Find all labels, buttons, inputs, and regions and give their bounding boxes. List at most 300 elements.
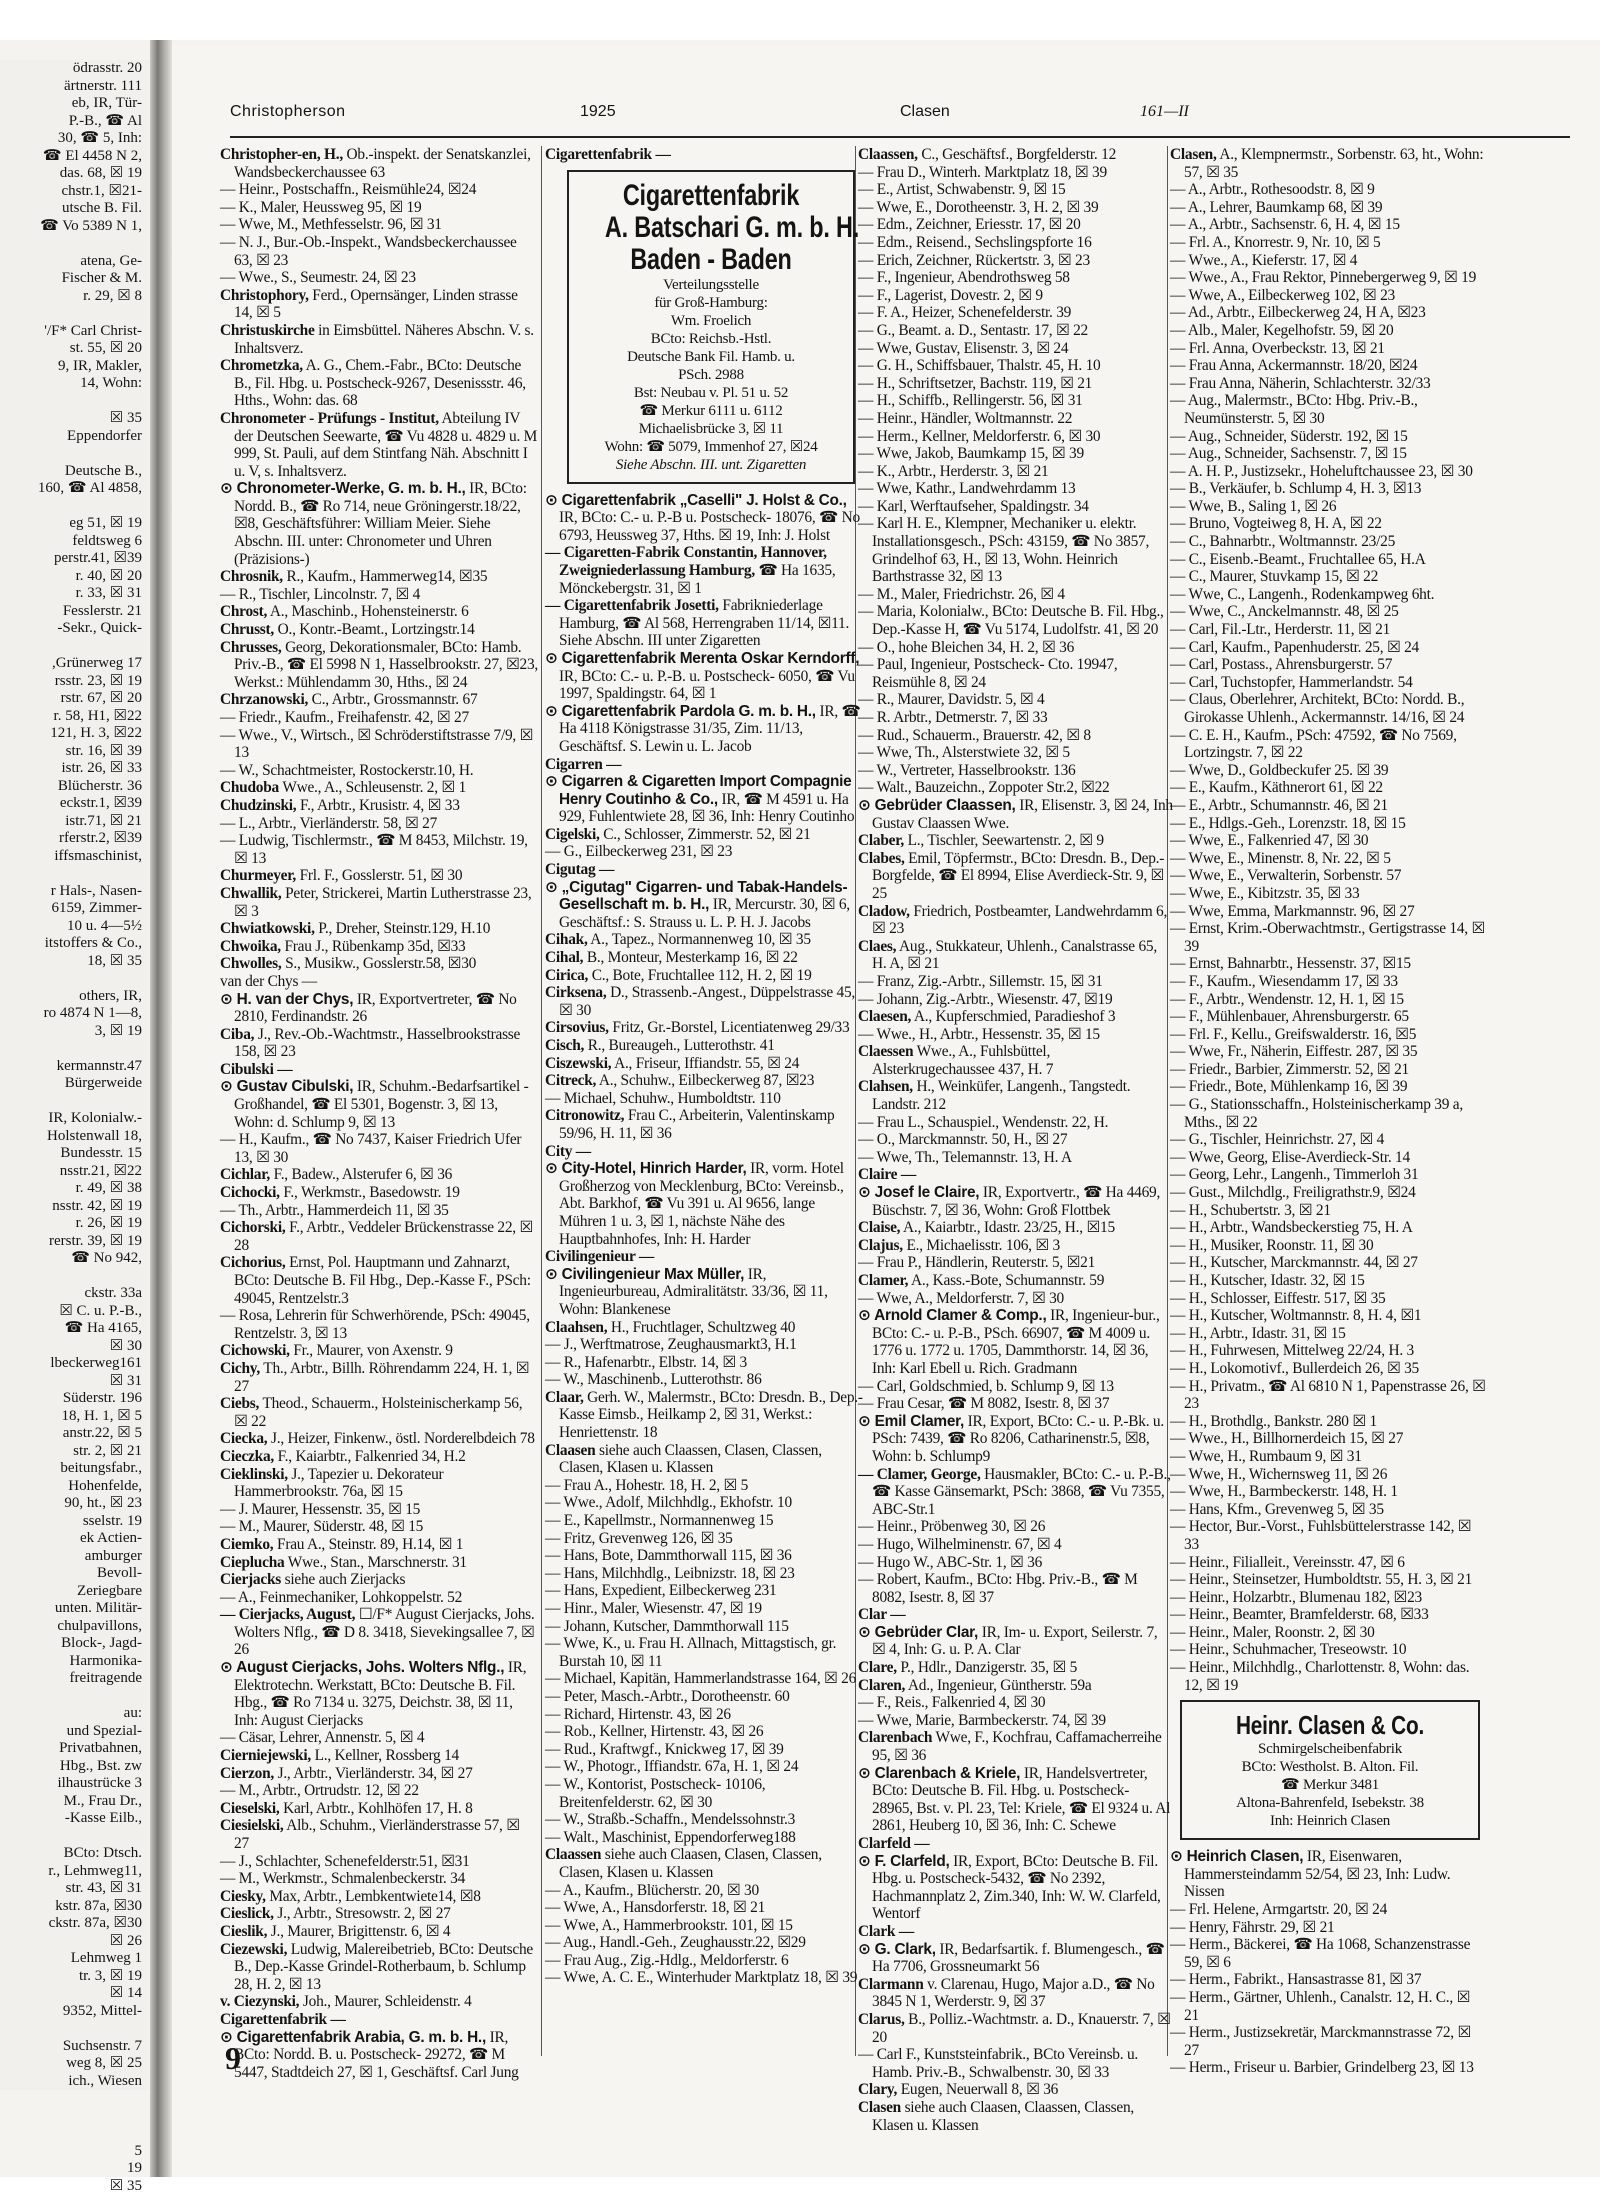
entry-name: Chrusst, [220,621,274,638]
directory-entry [220,938,538,956]
directory-entry [858,1624,1173,1659]
entry-details: — F., Kaufm., Wiesendamm 17, ☒ 33 [1170,973,1398,990]
directory-entry [858,2099,1173,2134]
fragment-line: r. 26, ☒ 19 [0,1215,150,1233]
entry-details: — Hugo W., ABC-Str. 1, ☒ 36 [858,1554,1042,1571]
directory-entry [1170,2024,1488,2059]
entry-details: Fritz, Gr.-Borstel, Licentiatenweg 29/33 [609,1019,850,1036]
entry-details: IR, Ingenieur-bur., BCto: C.- u. P.-B., PSch. 66907, ☎ M 4009 u. 1776 u. 1772 u. 1705, Dammthorstr. 14, ☒ 36, Inh: Karl Ebell u. Rich. Gradmann [872,1307,1160,1377]
directory-entry [858,1976,1173,2011]
ad-note: Siehe Abschn. III. unt. Zigaretten [575,456,847,474]
entry-details: — Claus, Oberlehrer, Architekt, BCto: Nordd. B., Girokasse Uhlenh., Ackermannstr. 14/16, ☒ 24 [1170,691,1464,726]
fragment-line [0,1040,150,1058]
directory-entry [858,2011,1173,2046]
entry-details: — R., Hafenarbtr., Elbstr. 14, ☒ 3 [545,1354,747,1371]
entry-details: — Friedr., Bote, Mühlenkamp 16, ☒ 39 [1170,1078,1407,1095]
directory-entry [220,779,538,797]
entry-details: — Frau Aug., Zig.-Hdlg., Meldorferstr. 6 [545,1952,789,1969]
entry-details: — Herm., Justizsekretär, Marckmannstrasse 72, ☒ 27 [1170,2024,1471,2059]
directory-entry [220,1905,538,1923]
directory-entry [858,1466,1173,1519]
column-2-entries [545,492,863,1987]
entry-name: ⊙ City-Hotel, Hinrich Harder, [545,1160,747,1177]
fragment-line: r. 40, ☒ 20 [0,568,150,586]
entry-name: Clark — [858,1923,914,1940]
directory-entry [1170,850,1488,868]
entry-details: — Herm., Friseur u. Barbier, Grindelberg 23, ☒ 13 [1170,2059,1474,2076]
entry-details: — Maria, Kolonialw., BCto: Deutsche B. Fil. Hbg., Dep.-Kasse H, ☎ Vu 5174, Ludolfstr. 41, ☒ 20 [858,603,1164,638]
entry-details: Ob.-inspekt. der Senatskanzlei, Wandsbeckerchaussee 63 [234,146,531,181]
entry-details: — Frau Anna, Näherin, Schlachterstr. 32/33 [1170,375,1431,392]
fragment-line: Suchsenstr. 7 [0,2038,150,2056]
text-line: Schmirgelscheibenfabrik [1188,1740,1472,1758]
column-2 [545,146,863,2106]
directory-entry [858,1765,1173,1835]
entry-details: — Wwe, Gustav, Elisenstr. 3, ☒ 24 [858,340,1068,357]
entry-name: ⊙ F. Clarfeld, [858,1853,950,1870]
text-line: Michaelisbrücke 3, ☒ 11 [575,420,847,438]
left-page-fragment [0,60,150,2090]
directory-entry [1170,815,1488,833]
entry-details: J., Heizer, Finkenw., östl. Norderelbdeich 78 [267,1430,534,1447]
fragment-line: iffsmaschinist, [0,848,150,866]
text-line: ☎ Merkur 3481 [1188,1776,1472,1794]
entry-name: Claire — [858,1166,916,1183]
directory-entry [858,1184,1173,1219]
fragment-line: Fischer & M. [0,270,150,288]
directory-entry [858,1835,1173,1853]
directory-entry [1170,199,1488,217]
entry-details: — Wwe., A., Kieferstr. 17, ☒ 4 [1170,252,1357,269]
fragment-line [0,865,150,883]
directory-entry [858,445,1173,463]
entry-details: — Th., Arbtr., Hammerdeich 11, ☒ 35 [220,1202,449,1219]
directory-entry [545,931,863,949]
directory-entry [1170,955,1488,973]
directory-entry [220,586,538,604]
entry-name: Chrosnik, [220,568,283,585]
fragment-line: 160, ☎ Al 4858, [0,480,150,498]
directory-entry [858,1272,1173,1290]
fragment-line [0,638,150,656]
entry-name: ⊙ G. Clark, [858,1941,936,1958]
directory-entry [1170,1096,1488,1131]
fragment-line: itstoffers & Co., [0,935,150,953]
directory-entry [858,199,1173,217]
entry-details: — M., Maurer, Süderstr. 48, ☒ 15 [220,1518,423,1535]
directory-entry [1170,480,1488,498]
directory-entry [1170,1413,1488,1431]
entry-details: — Wwe, E., Kibitzstr. 35, ☒ 33 [1170,885,1359,902]
directory-entry [1170,322,1488,340]
entry-details: — Johann, Zig.-Arbtr., Wiesenstr. 47, ☒19 [858,991,1112,1008]
ad-title-line-2: A. Batschari G. m. b. H. [605,212,817,244]
entry-details: J., Arbtr., Stresowstr. 2, ☒ 27 [274,1905,451,1922]
directory-entry [545,597,863,650]
entry-details: — E., Kapellmstr., Normannenweg 15 [545,1512,773,1529]
entry-details: — R. Arbtr., Detmerstr. 7, ☒ 33 [858,709,1047,726]
entry-name: ⊙ Josef le Claire, [858,1184,979,1201]
entry-details: — M., Maler, Friedrichstr. 26, ☒ 4 [858,586,1065,603]
entry-name: Cihal, [545,949,583,966]
entry-details: — Karl H. E., Klempner, Mechaniker u. elektr. Installationsgesch., PSch: 43159, ☎ No 3857, Grindelhof 63, H., ☒ 13, Wohn. Heinrich Barthstrasse 32, ☒ 13 [858,515,1149,585]
text-line: ☎ Merkur 6111 u. 6112 [575,402,847,420]
entry-details: — C., Maurer, Stuvkamp 15, ☒ 22 [1170,568,1378,585]
directory-entry [1170,1448,1488,1466]
directory-entry [1170,1272,1488,1290]
directory-entry [545,1600,863,1618]
fragment-line: Blücherstr. 36 [0,778,150,796]
directory-entry [1170,1043,1488,1061]
directory-entry [1170,216,1488,234]
directory-entry [545,1319,863,1337]
directory-entry [220,1888,538,1906]
directory-entry [545,1635,863,1670]
directory-entry [545,1547,863,1565]
entry-details: — Wwe, A., Meldorferstr. 7, ☒ 30 [858,1290,1064,1307]
entry-details: Ferd., Opernsänger, Linden strasse 14, ☒ 5 [234,287,518,322]
entry-name: Christopher-en, H., [220,146,343,163]
entry-details: — K., Arbtr., Herderstr. 3, ☒ 21 [858,463,1048,480]
directory-entry [858,1606,1173,1624]
directory-entry [220,1747,538,1765]
directory-entry [545,826,863,844]
directory-entry [1170,1641,1488,1659]
directory-entry [1170,779,1488,797]
entry-details: IR, Schuhm.-Bedarfsartikel - Großhandel, ☎ El 5301, Bogenstr. 3, ☒ 13, Wohn: d. Schlump 9, ☒ 13 [234,1078,529,1130]
entry-details: Aug., Stukkateur, Uhlenh., Canalstrasse 65, H. A, ☒ 21 [872,938,1157,973]
entry-details: Friedrich, Postbeamter, Landwehrdamm 6, ☒ 23 [872,903,1167,938]
directory-entry [858,1008,1173,1026]
directory-entry [1170,1360,1488,1378]
directory-entry [858,1237,1173,1255]
directory-entry [1170,903,1488,921]
entry-name: Claasen [545,1442,595,1459]
fragment-line [0,970,150,988]
entry-details: — Aug., Schneider, Sachsenstr. 7, ☒ 15 [1170,445,1407,462]
fragment-line: beitungsfabr., [0,1460,150,1478]
entry-details: — Wwe, A., Hammerbrookstr. 101, ☒ 15 [545,1917,793,1934]
entry-details: — Wwe, B., Saling 1, ☒ 26 [1170,498,1336,515]
entry-name: Cieklinski, [220,1466,288,1483]
entry-details: J., Tapezier u. Dekorateur Hammerbrookstr. 76a, ☒ 15 [234,1466,443,1501]
entry-details: — Heinr., Schuhmacher, Treseowstr. 10 [1170,1641,1406,1658]
entry-name: Civilingenieur — [545,1248,654,1265]
directory-entry [545,1336,863,1354]
directory-entry [858,2046,1173,2081]
fragment-line [0,305,150,323]
entry-details: R., Bureaugeh., Lutterothstr. 41 [584,1037,775,1054]
fragment-line: r., Lehmweg11, [0,1863,150,1881]
entry-details: IR, Export, BCto: Deutsche B. Fil. Hbg. u. Postscheck-5432, ☎ No 2392, Hachmannplatz 2, Zim.340, Inh: W. W. Clarfeld, Wentorf [872,1853,1161,1923]
entry-details: — W., Kontorist, Postscheck- 10106, Breitenfelderstr. 62, ☒ 30 [545,1776,765,1811]
entry-details: A., Schuhw., Eilbeckerweg 87, ☒23 [596,1072,814,1089]
directory-entry [858,269,1173,287]
entry-details: IR, Handelsvertreter, BCto: Deutsche B. Fil. Hbg. u. Postscheck- 28965, Bst. v. Pl. 23, Tel: Kriele, ☎ El 9324 u. Al 2861, Heuberg 10, ☒ 36, Inh: C. Schewe [872,1765,1170,1835]
entry-name: Cieczka, [220,1448,274,1465]
entry-details: — G., Tischler, Heinrichstr. 27, ☒ 4 [1170,1131,1384,1148]
directory-entry [220,797,538,815]
entry-name: Chrost, [220,603,267,620]
entry-name: Cigelski, [545,826,600,843]
entry-details: J., Rev.-Ob.-Wachtmstr., Hasselbrookstrasse 158, ☒ 23 [234,1026,520,1061]
entry-details: — Wwe, Kathr., Landwehrdamm 13 [858,480,1075,497]
fragment-line [0,2020,150,2038]
directory-entry [545,1582,863,1600]
fragment-line [0,1268,150,1286]
text-line: Wohn: ☎ 5079, Immenhof 27, ☒24 [575,438,847,456]
directory-entry [220,146,538,181]
entry-details: — Wwe, H., Rumbaum 9, ☒ 31 [1170,1448,1362,1465]
entry-details: F., Arbtr., Veddeler Brückenstrasse 22, ☒ 28 [234,1219,533,1254]
directory-entry [858,797,1173,832]
fragment-line: M., Frau Dr., [0,1793,150,1811]
directory-entry [545,1389,863,1442]
entry-name: Citreck, [545,1072,596,1089]
entry-details: Georg, Dekorationsmaler, BCto: Hamb. Priv.-B., ☎ El 5998 N 1, Hasselbrookstr. 27, ☒23, Werkst.: Mühlendamm 30, Hths., ☒ 24 [234,639,538,691]
entry-details: — Aug., Schneider, Süderstr. 192, ☒ 15 [1170,428,1408,445]
fragment-line: Zeriegbare [0,1583,150,1601]
directory-entry [858,709,1173,727]
directory-entry [1170,1202,1488,1220]
entry-name: Christuskirche [220,322,315,339]
entry-details: — Frl. F., Kellu., Greifswalderstr. 16, ☒5 [1170,1026,1416,1043]
fragment-line: istr.71, ☒ 21 [0,813,150,831]
entry-details: IR, Export, BCto: C.- u. P.-Bk. u. PSch: 7439, ☎ Ro 8206, Catharinenstr.5, ☒8, Wohn: b. Schlump9 [872,1413,1164,1465]
directory-entry [545,1442,863,1477]
directory-entry [220,2029,538,2082]
fragment-line: 18, ☒ 35 [0,953,150,971]
ad-details [1188,1740,1472,1830]
directory-entry [220,1589,538,1607]
directory-entry [545,1723,863,1741]
fragment-line: st. 55, ☒ 20 [0,340,150,358]
fragment-line: ärtnerstr. 111 [0,78,150,96]
directory-entry [858,181,1173,199]
directory-entry [858,357,1173,375]
directory-entry [220,1078,538,1131]
directory-entry [1170,287,1488,305]
entry-details: — Wwe, A. C. E., Winterhuder Marktplatz 18, ☒ 39 [545,1969,857,1986]
entry-details: — Hugo, Wilhelminenstr. 67, ☒ 4 [858,1536,1062,1553]
entry-details: — G. H., Schiffsbauer, Thalstr. 45, H. 10 [858,357,1100,374]
column-4 [1170,146,1488,2106]
directory-entry [220,1536,538,1554]
directory-entry [858,762,1173,780]
entry-details: Eugen, Neuerwall 8, ☒ 36 [897,2081,1058,2098]
entry-details: E., Michaelisstr. 106, ☒ 3 [903,1237,1060,1254]
entry-details: IR, Mercurstr. 30, ☒ 6, Geschäftsf.: S. Strauss u. L. P. H. J. Jacobs [559,896,850,931]
entry-name: Clabes, [858,850,905,867]
entry-details: — Hans, Milchhdlg., Leibnizstr. 18, ☒ 23 [545,1565,795,1582]
directory-entry [1170,603,1488,621]
directory-entry [220,1870,538,1888]
entry-details: — Frau Anna, Ackermannstr. 18/20, ☒24 [1170,357,1417,374]
entry-name: ⊙ August Cierjacks, Johs. Wolters Nflg., [220,1659,504,1676]
directory-entry [858,991,1173,1009]
entry-details: — J. Maurer, Hessenstr. 35, ☒ 15 [220,1501,420,1518]
fragment-line: eckstr.1, ☒39 [0,795,150,813]
directory-entry [545,1776,863,1811]
entry-details: Frl. F., Gosslerstr. 51, ☒ 30 [296,867,462,884]
entry-details: — Frau D., Winterh. Marktplatz 18, ☒ 39 [858,164,1107,181]
directory-entry [858,903,1173,938]
directory-entry [220,2011,538,2029]
directory-entry [220,639,538,692]
entry-details: — Wwe, D., Goldbeckufer 25. ☒ 39 [1170,762,1388,779]
entry-name: Cichy, [220,1360,260,1377]
entry-name: City — [545,1143,591,1160]
entry-details: — Frau Cesar, ☎ M 8082, Isestr. 8, ☒ 37 [858,1395,1109,1412]
fragment-line: ☒ 35 [0,410,150,428]
directory-entry [1170,1078,1488,1096]
entry-details: — Herm., Gärtner, Uhlenh., Canalstr. 12, H. C., ☒ 21 [1170,1989,1470,2024]
entry-details: — H., Musiker, Roonstr. 11, ☒ 30 [1170,1237,1373,1254]
directory-entry [1170,1518,1488,1553]
entry-details: A., Kaiarbtr., Idastr. 23/25, H., ☒15 [900,1219,1115,1236]
directory-entry [1170,762,1488,780]
entry-details: — W., Maschinenb., Lutterothstr. 86 [545,1371,762,1388]
entry-details: — Frau L., Schauspiel., Wendenstr. 22, H. [858,1114,1108,1131]
directory-entry [545,1477,863,1495]
directory-entry [545,1846,863,1881]
entry-details: A., Klempnermstr., Sorbenstr. 63, ht., Wohn: 57, ☒ 35 [1184,146,1483,181]
entry-name: ⊙ Gustav Cibulski, [220,1078,353,1095]
entry-details: Peter, Strickerei, Martin Lutherstrasse 23, ☒ 3 [234,885,531,920]
entry-details: — Cäsar, Lehrer, Annenstr. 5, ☒ 4 [220,1729,424,1746]
directory-entry [1170,1501,1488,1519]
fragment-line [0,1828,150,1846]
entry-details: — G., Eilbeckerweg 231, ☒ 23 [545,843,732,860]
entry-details: — H., Kutscher, Marckmannstr. 44, ☒ 27 [1170,1254,1418,1271]
directory-entry [858,938,1173,973]
fragment-line: feldtsweg 6 [0,533,150,551]
entry-name: ⊙ Cigarettenfabrik Pardola G. m. b. H., [545,703,816,720]
fragment-line: chstr.1, ☒21- [0,183,150,201]
directory-entry [545,1512,863,1530]
fragment-line: und Spezial- [0,1723,150,1741]
directory-entry [858,691,1173,709]
entry-name: Clamer, [858,1272,908,1289]
directory-entry [858,1395,1173,1413]
directory-entry [1170,340,1488,358]
entry-details: A., Friseur, Iffiandstr. 55, ☒ 24 [611,1055,799,1072]
directory-entry [1170,357,1488,375]
entry-details: ☐/F* August Cierjacks, Johs. Wolters Nflg., ☎ D 8. 3418, Sievekingsallee 7, ☒ 26 [234,1606,535,1658]
directory-entry [1170,568,1488,586]
directory-entry [220,1448,538,1466]
entry-details: — Hans, Bote, Dammthorwall 115, ☒ 36 [545,1547,792,1564]
directory-entry [1170,2059,1488,2077]
entry-name: Cirsovius, [545,1019,609,1036]
entry-name: Clarus, [858,2011,905,2028]
fragment-line [0,1093,150,1111]
batschari-advertisement [567,170,855,484]
entry-details: C., Schlosser, Zimmerstr. 52, ☒ 21 [600,826,811,843]
entry-details: — H., Privatm., ☎ Al 6810 N 1, Papenstrasse 26, ☒ 23 [1170,1378,1486,1413]
entry-name: Cierjacks [220,1571,281,1588]
entry-details: Frau C., Arbeiterin, Valentinskamp 59/96, H. 11, ☒ 36 [559,1107,834,1142]
directory-entry [1170,146,1488,181]
entry-details: — H., Arbtr., Wandsbeckerstieg 75, H. A [1170,1219,1413,1236]
fragment-line [0,2090,150,2108]
directory-entry [545,492,863,545]
entry-name: Cichowski, [220,1342,290,1359]
fragment-line: Lehmweg 1 [0,1950,150,1968]
fragment-line: 10 u. 4—5½ [0,918,150,936]
directory-entry [1170,727,1488,762]
entry-details: — B., Verkäufer, b. Schlump 4, H. 3, ☒13 [1170,480,1421,497]
fragment-line: Deutsche B., [0,463,150,481]
fragment-line: ☒ 30 [0,1338,150,1356]
directory-entry [220,568,538,586]
column-2-heading: Cigarettenfabrik — [545,146,863,164]
directory-entry [545,843,863,861]
text-line: Bst: Neubau v. Pl. 51 u. 52 [575,384,847,402]
fragment-line: rferstr.2, ☒39 [0,830,150,848]
directory-entry [1170,1061,1488,1079]
entry-name: Ciecka, [220,1430,267,1447]
directory-entry [858,498,1173,516]
directory-entry [545,1143,863,1161]
directory-entry [220,1729,538,1747]
entry-details: — Hans, Expedient, Eilbeckerweg 231 [545,1582,776,1599]
directory-entry [545,1090,863,1108]
directory-entry [1170,1971,1488,1989]
entry-details: — Carl F., Kunststeinfabrik., BCto Vereinsb. u. Hamb. Priv.-B., Schwalbenstr. 30, ☒ 33 [858,2046,1138,2081]
directory-entry [545,1019,863,1037]
fragment-line: Eppendorfer [0,428,150,446]
entry-details: IR, BCto: C.- u. P.-B. u. Postscheck- 6050, ☎ Vu 1997, Spaldingstr. 64, ☒ 1 [559,668,855,703]
entry-details: — Hector, Bur.-Vorst., Fuhlsbüttelerstrasse 142, ☒ 33 [1170,1518,1471,1553]
directory-entry [545,650,863,703]
fragment-line: Fesslerstr. 21 [0,603,150,621]
directory-entry [858,1554,1173,1572]
entry-details: — N. J., Bur.-Ob.-Inspekt., Wandsbeckerchaussee 63, ☒ 23 [220,234,517,269]
entry-details: — Herm., Kellner, Meldorferstr. 6, ☒ 30 [858,428,1100,445]
directory-entry [220,1606,538,1659]
directory-entry [545,861,863,879]
entry-details: — Rosa, Lehrerin für Schwerhörende, PSch: 49045, Rentzelstr. 3, ☒ 13 [220,1307,530,1342]
text-line: Inh: Heinrich Clasen [1188,1812,1472,1830]
directory-entry [858,234,1173,252]
directory-entry [220,885,538,920]
entry-name: Ciebs, [220,1395,259,1412]
entry-details: — Frau A., Hohestr. 18, H. 2, ☒ 5 [545,1477,748,1494]
entry-details: — Ernst, Bahnarbtr., Hessenstr. 37, ☒15 [1170,955,1411,972]
directory-entry [1170,691,1488,726]
fragment-line: ckstr. 87a, ☒30 [0,1915,150,1933]
directory-entry [545,1494,863,1512]
entry-details: — Heinr., Händler, Woltmannstr. 22 [858,410,1072,427]
entry-details: — Aug., Handl.-Geh., Zeughausstr.22, ☒29 [545,1934,806,1951]
entry-details: IR, Bedarfsartik. f. Blumengesch., ☎ Ha 7706, Grossneumarkt 56 [872,1941,1165,1976]
directory-entry [545,1969,863,1987]
directory-entry [1170,1149,1488,1167]
directory-entry [220,1307,538,1342]
header-left-keyword: Christopherson [230,103,346,121]
directory-entry [220,955,538,973]
entry-details: — H., Brothdlg., Bankstr. 280 ☒ 1 [1170,1413,1377,1430]
directory-entry [220,357,538,410]
directory-entry [858,1219,1173,1237]
entry-details: — Karl, Werftaufseher, Spaldingstr. 34 [858,498,1089,515]
entry-name: ⊙ „Cigutag" Cigarren- und Tabak-Handels-Gesellschaft m. b. H., [545,879,847,914]
directory-entry [220,1518,538,1536]
directory-entry [858,1254,1173,1272]
entry-details: IR, Im- u. Export, Seilerstr. 7, ☒ 4, Inh: G. u. P. A. Clar [872,1624,1158,1659]
directory-entry [1170,304,1488,322]
